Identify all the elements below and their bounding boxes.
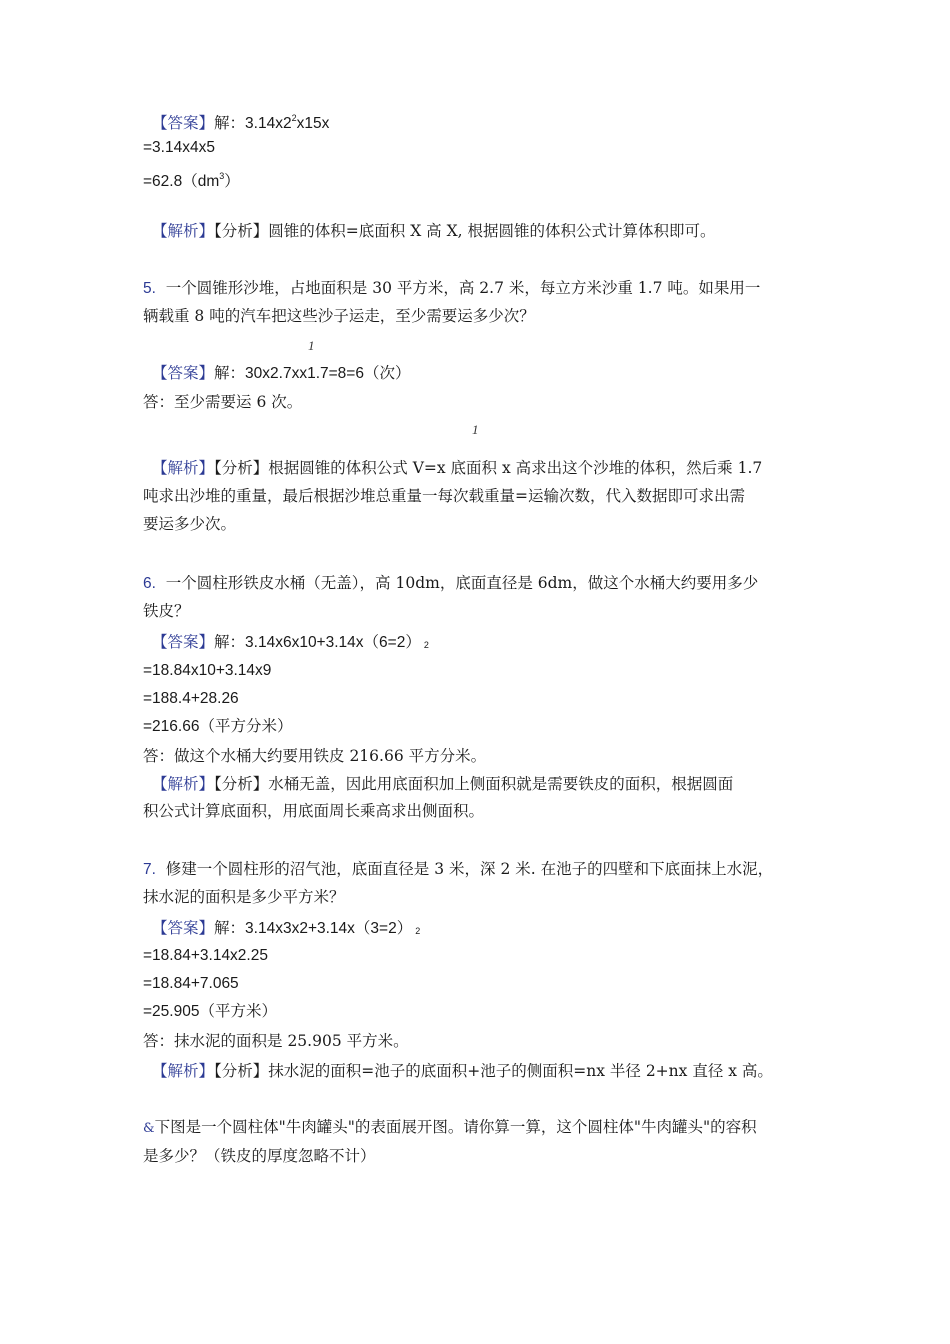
q6-step-3: =216.66（平方分米）: [143, 718, 293, 735]
q6-question-text-1: 一个圆柱形铁皮水桶（无盖），高 10dm，底面直径是 6dm，做这个水桶大约要用多少: [165, 574, 759, 592]
q7-question-text-1: 修建一个圆柱形的沼气池，底面直径是 3 米，深 2 米. 在池子的四壁和下底面抹上水泥，: [165, 860, 774, 878]
analysis-sub-tag: 【分析】: [214, 1062, 269, 1080]
q5-question-line-1: [143, 278, 813, 299]
q7-step-3: =25.905（平方米）: [143, 1003, 277, 1020]
q6-analysis-line-2: 积公式计算底面积，用底面周长乘高求出侧面积。: [143, 802, 485, 820]
solution-label: 解：: [214, 919, 246, 937]
answer-tag: 【答案】: [152, 364, 215, 382]
q5-question-text-1: 一个圆锥形沙堆，占地面积是 30 平方米，高 2.7 米，每立方米沙重 1.7 吨。如果用一: [165, 279, 761, 297]
q7-analysis-text: 抹水泥的面积=池子的底面积+池子的侧面积=nx 半径 2+nx 直径 x 高。: [268, 1062, 773, 1080]
q4-step-1: =3.14x4x5: [143, 139, 215, 156]
analysis-tag: 【解析】: [152, 1062, 215, 1080]
q5-question-line-2: 辆载重 8 吨的汽车把这些沙子运走，至少需要运多少次？: [143, 307, 535, 325]
q6-reply-text: 做这个水桶大约要用铁皮 216.66 平方分米。: [174, 747, 487, 765]
q5-reply-text: 至少需要运 6 次。: [174, 393, 303, 411]
answer-tag: 【答案】: [152, 114, 215, 132]
q6-step-1: =18.84x10+3.14x9: [143, 662, 272, 679]
q6-number: 6.: [143, 575, 156, 592]
q6-answer-sub: 2: [423, 640, 429, 650]
reply-label: 答：: [143, 1032, 175, 1050]
analysis-sub-tag: 【分析】: [214, 775, 269, 793]
q5-number: 5.: [143, 280, 156, 297]
q4-answer-expr: 3.14x2: [245, 115, 292, 132]
solution-label: 解：: [214, 364, 246, 382]
q5-answer-expr: 30x2.7xx1.7=8=6（次）: [245, 365, 411, 382]
q6-answer-line: [152, 632, 822, 655]
analysis-tag: 【解析】: [152, 459, 215, 477]
q5-analysis-line-1: [152, 458, 822, 478]
analysis-tag: 【解析】: [152, 222, 215, 240]
q6-question-line-1: [143, 573, 813, 594]
q6-question-line-2: 铁皮？: [143, 602, 190, 620]
q6-reply: [143, 746, 813, 766]
q7-number: 7.: [143, 861, 156, 878]
q8-question-line-1: [143, 1117, 813, 1139]
q7-step-1: =18.84+3.14x2.25: [143, 947, 268, 964]
q6-step-2: =188.4+28.26: [143, 690, 239, 707]
q4-step-2-sup: 3: [219, 171, 225, 181]
q8-question-text-1: 下图是一个圆柱体"牛肉罐头"的表面展开图。请你算一算，这个圆柱体"牛肉罐头"的容积: [154, 1118, 757, 1136]
reply-label: 答：: [143, 393, 175, 411]
q5-analysis-line-3: 要运多少次。: [143, 515, 237, 533]
answer-tag: 【答案】: [152, 919, 215, 937]
q5-analysis-line-2: 吨求出沙堆的重量，最后根据沙堆总重量一每次载重量=运输次数，代入数据即可求出需: [143, 487, 745, 505]
q4-analysis-text: 圆锥的体积=底面积 X 高 X, 根据圆锥的体积公式计算体积即可。: [268, 222, 716, 240]
q5-analysis-text-1: 根据圆锥的体积公式 V=x 底面积 x 高求出这个沙堆的体积，然后乘 1.7: [268, 459, 763, 477]
q4-step-2-value: =62.8（dm: [143, 173, 220, 190]
q5-fraction-numerator-2: 1: [472, 422, 479, 437]
q7-answer-line: [152, 918, 822, 941]
answer-tag: 【答案】: [152, 633, 215, 651]
solution-label: 解：: [214, 114, 246, 132]
q7-answer-sub: 2: [415, 926, 421, 936]
q4-analysis: [152, 221, 822, 241]
reply-label: 答：: [143, 747, 175, 765]
q4-answer-expr-end: x15x: [296, 115, 330, 132]
q4-step-2: [143, 166, 813, 192]
solution-label: 解：: [214, 633, 246, 651]
q7-question-line-1: [143, 859, 813, 880]
q4-step-2-end: ）: [224, 172, 240, 190]
q4-answer-sup: 2: [291, 113, 297, 123]
q7-reply: [143, 1031, 813, 1051]
q6-answer-expr: 3.14x6x10+3.14x（6=2）: [245, 634, 421, 651]
q7-step-2: =18.84+7.065: [143, 975, 239, 992]
q8-number: &: [143, 1121, 155, 1136]
q7-analysis: [152, 1061, 822, 1081]
analysis-sub-tag: 【分析】: [214, 222, 269, 240]
q6-analysis-line-1: [152, 774, 822, 794]
q5-reply: [143, 392, 813, 412]
q5-fraction-numerator-1: 1: [308, 338, 315, 353]
analysis-sub-tag: 【分析】: [214, 459, 269, 477]
q7-reply-text: 抹水泥的面积是 25.905 平方米。: [174, 1032, 409, 1050]
q8-question-line-2: 是多少？（铁皮的厚度忽略不计）: [143, 1147, 376, 1165]
q7-question-line-2: 抹水泥的面积是多少平方米？: [143, 888, 345, 906]
q5-answer-line: [152, 363, 822, 384]
analysis-tag: 【解析】: [152, 775, 215, 793]
q6-analysis-text-1: 水桶无盖，因此用底面积加上侧面积就是需要铁皮的面积，根据圆面: [268, 775, 734, 793]
q4-answer-line: [152, 108, 822, 134]
q7-answer-expr: 3.14x3x2+3.14x（3=2）: [245, 920, 413, 937]
